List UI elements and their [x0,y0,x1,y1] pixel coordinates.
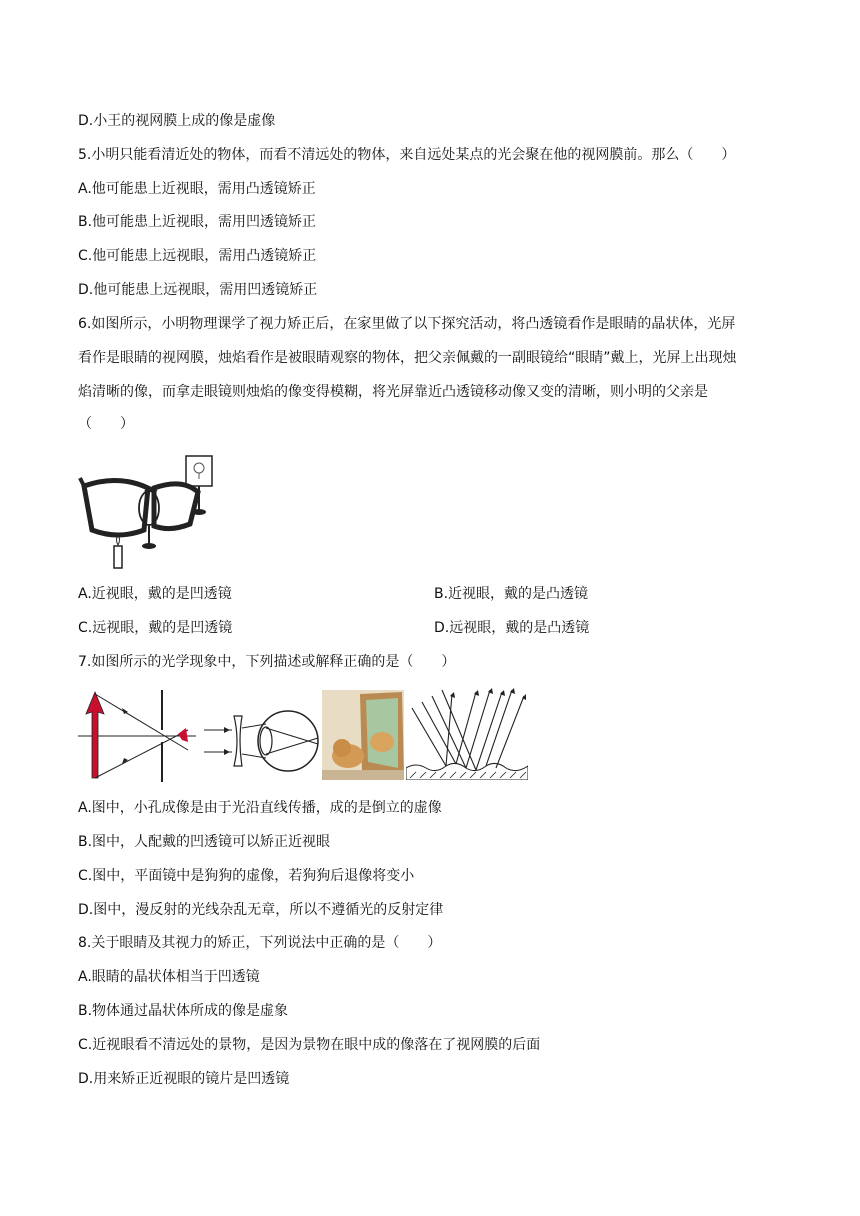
q7-option-d: D.图中，漫反射的光线杂乱无章，所以不遵循光的反射定律 [78,902,444,918]
q5-option-a: A.他可能患上近视眼，需用凸透镜矫正 [78,181,316,197]
pinhole-imaging-figure [78,690,196,782]
q6-stem-line2: 看作是眼睛的视网膜，烛焰看作是被眼睛观察的物体，把父亲佩戴的一副眼镜给“眼睛”戴上，光屏上出现烛 [78,350,737,366]
q6-stem-line3: 焰清晰的像，而拿走眼镜则烛焰的像变得模糊，将光屏靠近凸透镜移动像又变的清晰，则小明的父亲是 [78,384,708,400]
q8-option-b: B.物体通过晶状体所成的像是虚象 [78,1003,289,1019]
q6-option-a: A.近视眼，戴的是凹透镜 [78,586,232,602]
myopia-correction-figure [204,706,322,776]
q6-option-b: B.近视眼，戴的是凸透镜 [434,586,589,602]
q5-option-b: B.他可能患上近视眼，需用凹透镜矫正 [78,214,317,230]
q8-option-c: C.近视眼看不清远处的景物，是因为景物在眼中成的像落在了视网膜的后面 [78,1037,541,1053]
q5-stem: 5.小明只能看清近处的物体，而看不清远处的物体，来自远处某点的光会聚在他的视网膜前。那么（ ） [78,147,736,163]
q5-option-d: D.他可能患上远视眼，需用凹透镜矫正 [78,282,318,298]
q7-option-b: B.图中，人配戴的凹透镜可以矫正近视眼 [78,834,331,850]
q6-option-c: C.远视眼，戴的是凹透镜 [78,620,233,636]
q4-option-d: D.小王的视网膜上成的像是虚像 [78,113,276,129]
diffuse-reflection-figure [406,688,528,780]
q7-stem: 7.如图所示的光学现象中，下列描述或解释正确的是（ ） [78,654,456,670]
q6-option-d: D.远视眼，戴的是凸透镜 [434,620,590,636]
dog-mirror-figure [322,690,404,780]
q8-option-d: D.用来矫正近视眼的镜片是凹透镜 [78,1071,290,1087]
q8-option-a: A.眼睛的晶状体相当于凹透镜 [78,969,260,985]
q6-stem-line1: 6.如图所示，小明物理课学了视力矫正后，在家里做了以下探究活动，将凸透镜看作是眼睛的晶状体，光屏 [78,316,736,332]
q7-option-c: C.图中，平面镜中是狗狗的虚像，若狗狗后退像将变小 [78,868,415,884]
glasses-candle-figure [78,452,228,572]
q8-stem: 8.关于眼睛及其视力的矫正，下列说法中正确的是（ ） [78,935,442,951]
q7-option-a: A.图中，小孔成像是由于光沿直线传播，成的是倒立的虚像 [78,800,442,816]
q6-stem-line4: （ ） [78,416,134,432]
q5-option-c: C.他可能患上远视眼，需用凸透镜矫正 [78,248,317,264]
